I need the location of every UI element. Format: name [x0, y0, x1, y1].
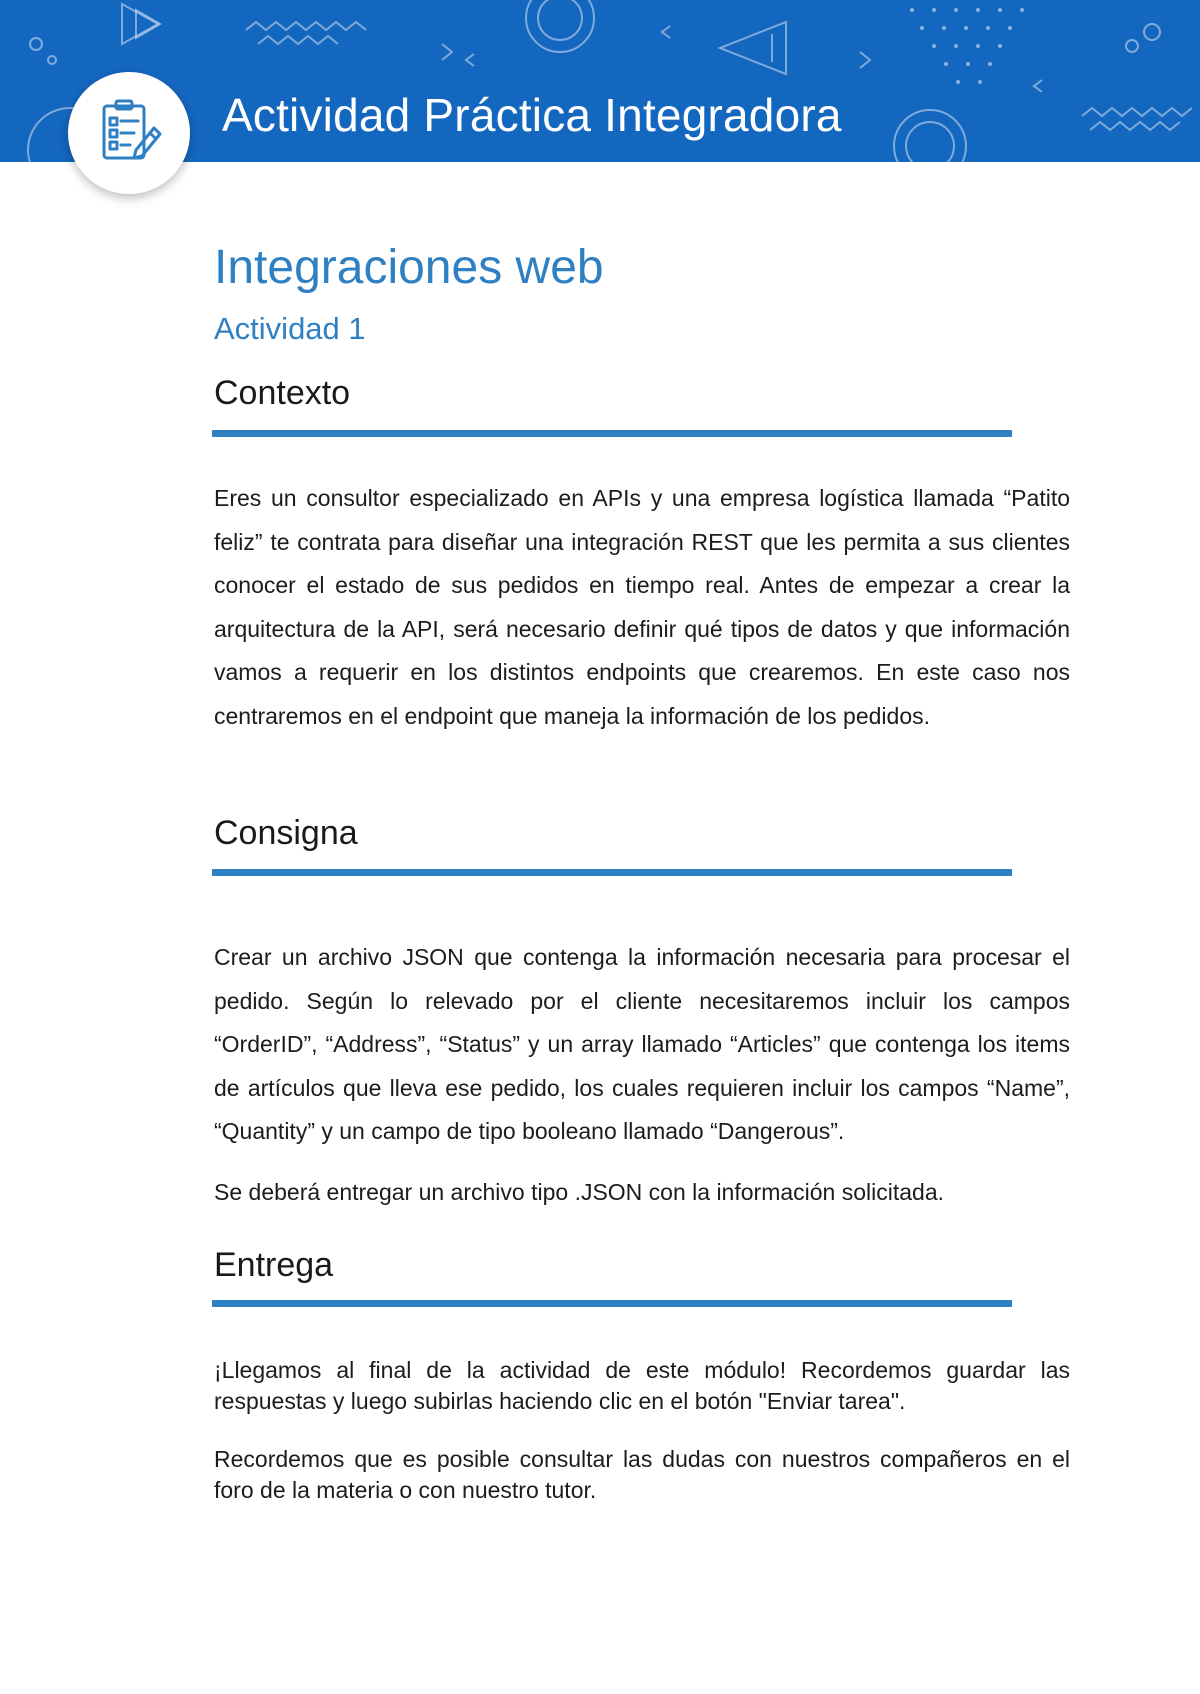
section-divider-consigna: [212, 869, 1012, 876]
consigna-paragraph-1: Crear un archivo JSON que contenga la información necesaria para procesar el pedido. Según lo relevado por el cliente necesitaremos incluir los campos “OrderID”, “Address”, “Status” y un array llamado “Articles” que contenga los items de artículos que lleva ese pedido, los cuales requieren incluir los campos “Name”, “Quantity” y un campo de tipo booleano llamado “Dangerous”.: [214, 944, 1070, 1144]
entrega-paragraph-2: Recordemos que es posible consultar las dudas con nuestros compañeros en el foro de la materia o con nuestro tutor.: [214, 1446, 1070, 1503]
section-heading-entrega: Entrega: [214, 1246, 334, 1284]
document-subtitle: Actividad 1: [214, 311, 366, 346]
document-title: Integraciones web: [214, 241, 604, 294]
section-heading-consigna: Consigna: [214, 814, 358, 852]
entrega-paragraph-1: ¡Llegamos al final de la actividad de este módulo! Recordemos guardar las respuestas y luego subirlas haciendo clic en el botón "Enviar tarea".: [214, 1357, 1070, 1414]
document-pencil-icon: [94, 98, 164, 168]
contexto-paragraph: Eres un consultor especializado en APIs y una empresa logística llamada “Patito feliz” te contrata para diseñar una integración REST que les permita a sus clientes conocer el estado de sus pedidos en tiempo real. Antes de empezar a crear la arquitectura de la API, será necesario definir qué tipos de datos y que información vamos a requerir en los distintos endpoints que crearemos. En este caso nos centraremos en el endpoint que maneja la información de los pedidos.: [214, 485, 1070, 729]
activity-badge: [68, 72, 190, 194]
banner-title: Actividad Práctica Integradora: [222, 89, 842, 141]
section-divider-entrega: [212, 1300, 1012, 1307]
section-divider-contexto: [212, 430, 1012, 437]
consigna-paragraph-2: Se deberá entregar un archivo tipo .JSON con la información solicitada.: [214, 1179, 945, 1205]
section-heading-contexto: Contexto: [214, 374, 351, 412]
